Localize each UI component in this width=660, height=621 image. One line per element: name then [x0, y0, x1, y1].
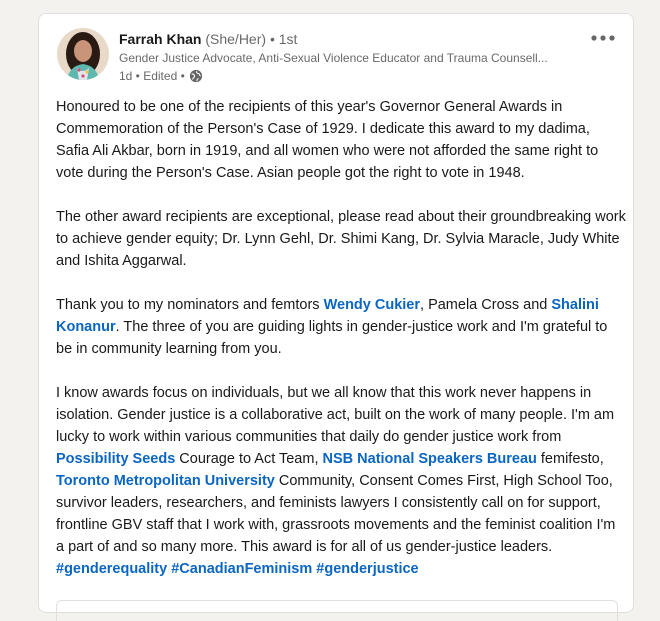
post-body — [56, 96, 626, 602]
mention-link[interactable]: Possibility Seeds — [56, 451, 176, 467]
mention-link[interactable]: Wendy Cukier — [323, 297, 421, 313]
mention-link[interactable]: Shalini Konanur — [56, 297, 599, 335]
avatar-image — [57, 28, 109, 80]
mention-link[interactable]: Toronto Metropolitan University — [56, 473, 275, 489]
post-paragraph: The other award recipients are exceptional, please read about their groundbreaking work to achieve gender equity; Dr. Lynn Gehl, Dr. Shimi Kang, Dr. Sylvia Maracle, Judy White and Ishita Aggarwal. — [56, 209, 626, 269]
post-card — [38, 13, 634, 613]
more-options-button[interactable] — [589, 28, 617, 48]
three-dots-icon — [590, 34, 616, 42]
post-meta — [119, 68, 579, 84]
text-span: Community, Consent Comes First, High School Too, survivor leaders, researchers, and feminists lawyers I consistently call on for support, frontline GBV staff that I work with, grassroots movements and the feminist coalition I'm a part of and so many more. This award is for all of us gender-justice leaders. — [56, 473, 616, 555]
author-pronouns: (She/Her) — [205, 31, 267, 47]
post-paragraph — [56, 382, 626, 580]
author-name[interactable]: Farrah Khan — [119, 31, 202, 47]
text-span: . The three of you are guiding lights in gender-justice work and I'm grateful to be in community learning from you. — [56, 319, 608, 357]
text-span: Courage to Act Team, — [175, 451, 323, 467]
connection-degree: • 1st — [269, 31, 298, 47]
text-span: femifesto, — [536, 451, 604, 467]
author-name-line — [119, 29, 579, 49]
author-avatar[interactable] — [57, 28, 109, 80]
hashtag-link[interactable]: #genderequality — [56, 561, 168, 577]
post-time: 1d • Edited • — [119, 69, 185, 83]
post-paragraph: Honoured to be one of the recipients of this year's Governor General Awards in Commemoration of the Person's Case of 1929. I dedicate this award to my dadima, Safia Ali Akbar, born in 1919, and all women who were not afforded the same right to vote during the Person's Case. Asian people got the right to vote in 1948. — [56, 99, 599, 181]
text-span: Thank you to my nominators and femtors — [56, 297, 324, 313]
author-headline: Gender Justice Advocate, Anti-Sexual Violence Educator and Trauma Counsell... — [119, 51, 548, 65]
text-span: I know awards focus on individuals, but we all know that this work never happens in isolation. Gender justice is a collaborative act, built on the work of many people. I'm am lucky to work within various communities that daily do gender justice work from — [56, 385, 615, 445]
hashtag-link[interactable]: #CanadianFeminism — [171, 561, 313, 577]
globe-icon — [189, 69, 203, 83]
embedded-content-edge — [56, 600, 618, 621]
text-span: , Pamela Cross and — [420, 297, 552, 313]
mention-link[interactable]: NSB National Speakers Bureau — [322, 451, 537, 467]
post-paragraph — [56, 294, 626, 360]
hashtag-link[interactable]: #genderjustice — [316, 561, 419, 577]
post-author-info — [119, 29, 579, 84]
